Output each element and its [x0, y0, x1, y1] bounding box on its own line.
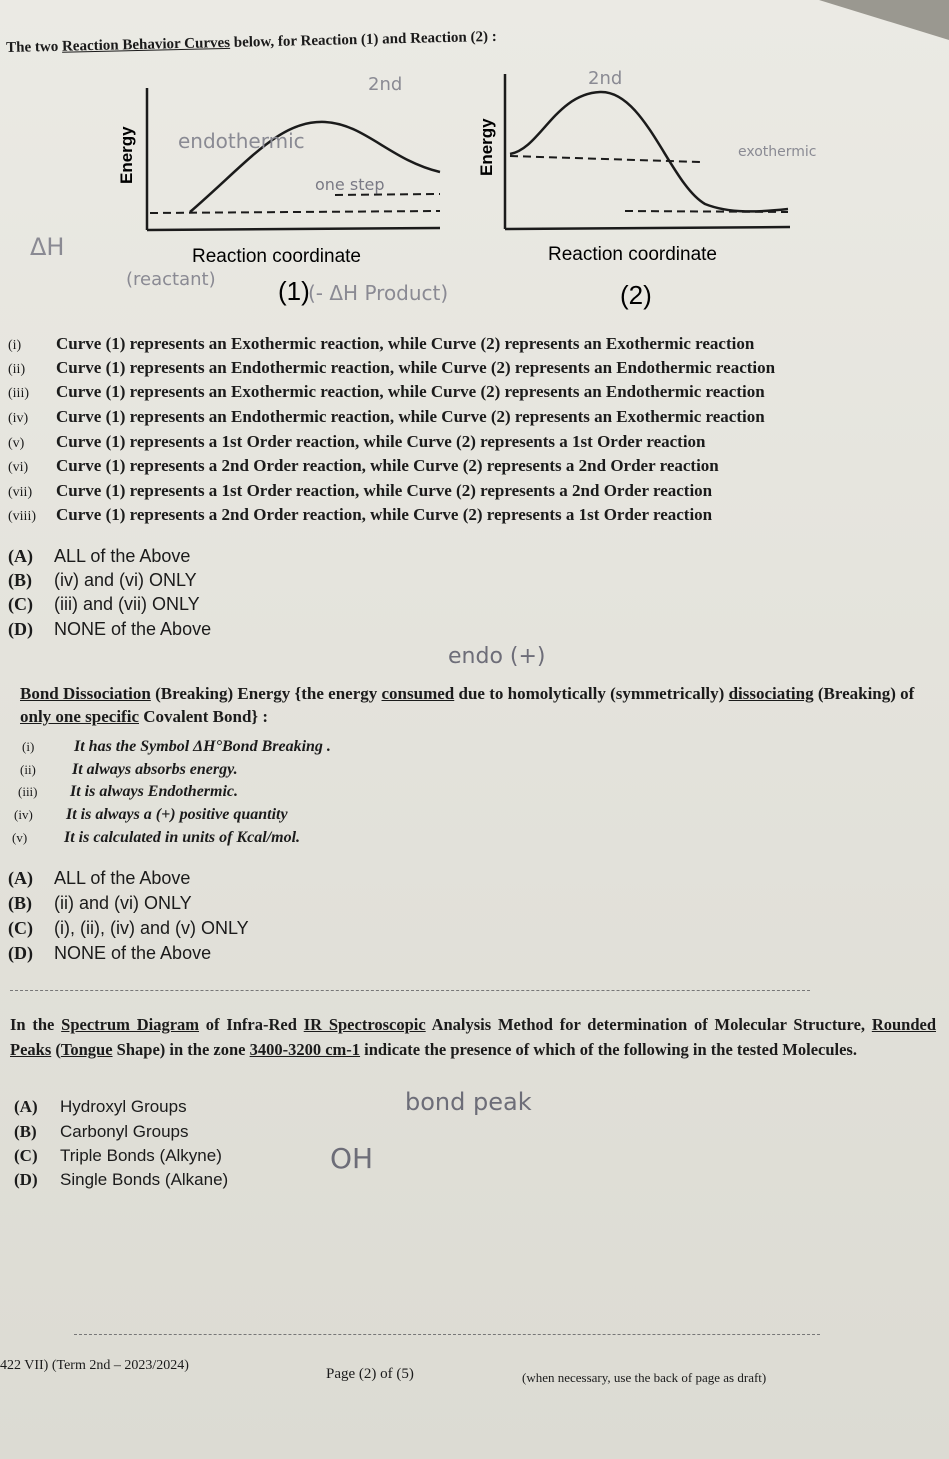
q3-option-c[interactable]: (C) Triple Bonds (Alkyne) [14, 1146, 222, 1165]
q2-item-5: (v) It is calculated in units of Kcal/mol. [12, 829, 301, 846]
q2-item-1: (i) It has the Symbol ΔH°Bond Breaking . [22, 738, 331, 755]
graph-2-reactant-level [510, 156, 700, 162]
q1-statement-2: (ii) Curve (1) represents an Endothermic reaction, while Curve (2) represents an Endothermic reaction [8, 358, 776, 377]
handwriting-2nd-b: 2nd [588, 68, 623, 89]
handwriting-2nd: 2nd [368, 74, 403, 95]
graph-1-number: (1) [278, 276, 310, 306]
q1-statement-7: (vii) Curve (1) represents a 1st Order reaction, while Curve (2) represents a 2nd Order reaction [8, 481, 713, 500]
q1-statement-4: (iv) Curve (1) represents an Endothermic reaction, while Curve (2) represents an Exothermic reaction [8, 407, 765, 426]
q2-option-b[interactable]: (B) (ii) and (vi) ONLY [8, 893, 192, 913]
divider-q2 [10, 990, 810, 991]
graph-1-x-axis [147, 228, 440, 230]
graph-1-product-level [335, 194, 440, 195]
handwriting-endo-plus: endo (+) [448, 644, 546, 669]
footer-note: (when necessary, use the back of page as draft) [522, 1370, 767, 1385]
graph-1 [30, 74, 450, 310]
handwriting-one-step: one step [315, 175, 385, 194]
q2-option-d[interactable]: (D) NONE of the Above [8, 943, 212, 963]
q3-option-a[interactable]: (A) Hydroxyl Groups [14, 1097, 187, 1116]
q1-statement-1: (i) Curve (1) represents an Exothermic reaction, while Curve (2) represents an Exothermic reaction [8, 334, 755, 353]
footer-course: 422 VII) (Term 2nd – 2023/2024) [0, 1358, 189, 1373]
handwriting-dh: ΔH [30, 233, 65, 261]
handwriting-endothermic: endothermic [178, 129, 305, 153]
graph-1-reactant-level [150, 211, 440, 213]
q1-statement-6: (vi) Curve (1) represents a 2nd Order reaction, while Curve (2) represents a 2nd Order reaction [8, 456, 719, 475]
q2-option-c[interactable]: (C) (i), (ii), (iv) and (v) ONLY [8, 918, 249, 938]
q2-option-a[interactable]: (A) ALL of the Above [8, 868, 191, 888]
q1-option-b[interactable]: (B) (iv) and (vi) ONLY [8, 570, 197, 590]
q1-title: The two Reaction Behavior Curves below, for Reaction (1) and Reaction (2) : [6, 28, 497, 56]
q2-item-4: (iv) It is always a (+) positive quantity [14, 806, 288, 823]
q2-item-2: (ii) It always absorbs energy. [20, 761, 238, 778]
q2-intro: Bond Dissociation (Breaking) Energy {the energy consumed due to homolytically (symmetrically) dissociating (Breaking) of only one specific Covalent Bond} : [20, 684, 915, 726]
graph-2-number: (2) [620, 280, 652, 310]
graph-2-x-axis [505, 227, 790, 229]
graph-1-xlabel: Reaction coordinate [192, 246, 361, 267]
handwriting-product: (- ΔH Product) [308, 281, 449, 305]
q1-statement-3: (iii) Curve (1) represents an Exothermic reaction, while Curve (2) represents an Endothermic reaction [8, 382, 765, 401]
graph-2 [470, 64, 870, 314]
handwriting-oh: OH [330, 1142, 374, 1175]
q1-option-a[interactable]: (A) ALL of the Above [8, 546, 191, 566]
q1-statement-5: (v) Curve (1) represents a 1st Order reaction, while Curve (2) represents a 1st Order reaction [8, 432, 706, 451]
q3-option-d[interactable]: (D) Single Bonds (Alkane) [14, 1170, 229, 1189]
divider-footer [74, 1334, 820, 1335]
graph-1-ylabel: Energy [117, 126, 136, 184]
q2-item-3: (iii) It is always Endothermic. [18, 783, 239, 800]
graph-2-xlabel: Reaction coordinate [548, 244, 717, 265]
q3-option-b[interactable]: (B) Carbonyl Groups [14, 1122, 189, 1141]
q1-option-d[interactable]: (D) NONE of the Above [8, 619, 212, 639]
q3-intro: In the Spectrum Diagram of Infra-Red IR Spectroscopic Analysis Method for determination of Molecular Structure, Rounded Peaks (Tongue Shape) in the zone 3400-3200 cm-1 indicate the presence of which of the following in the tested Molecules. [10, 1015, 937, 1059]
graph-2-ylabel: Energy [477, 118, 496, 176]
q1-statement-8: (viii) Curve (1) represents a 2nd Order reaction, while Curve (2) represents a 1st Order reaction [8, 505, 713, 524]
footer-page: Page (2) of (5) [326, 1366, 414, 1382]
handwriting-exothermic: exothermic [738, 144, 817, 160]
handwriting-bond-peak: bond peak [405, 1088, 532, 1116]
handwriting-reactant: (reactant) [126, 269, 216, 290]
q1-option-c[interactable]: (C) (iii) and (vii) ONLY [8, 594, 200, 614]
